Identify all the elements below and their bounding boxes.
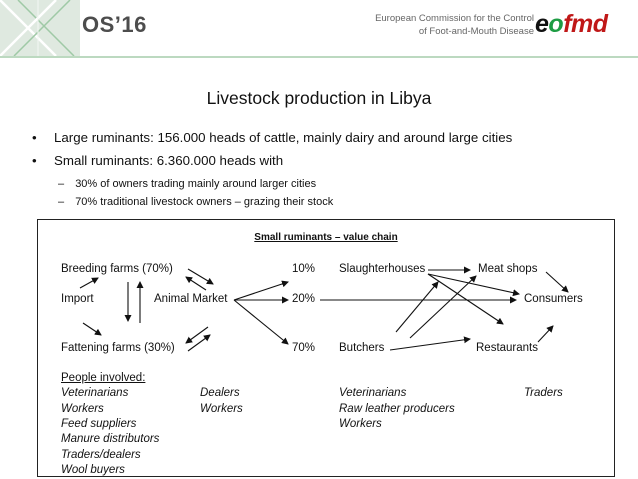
people-col3-item: Veterinarians <box>339 387 407 399</box>
node-import: Import <box>61 293 94 305</box>
conference-label: OS’16 <box>82 12 147 37</box>
sub-bullet-text: 30% of owners trading mainly around larger cities <box>75 178 317 190</box>
people-col1-item: Veterinarians <box>61 387 129 399</box>
organization-line-2: of Foot-and-Mouth Disease <box>418 26 534 37</box>
value-chain-diagram <box>37 219 615 477</box>
people-col1-item: Manure distributors <box>61 433 160 445</box>
bullet-text: Small ruminants: 6.360.000 heads with <box>54 153 284 168</box>
node-breeding-farms: Breeding farms (70%) <box>61 263 173 275</box>
sub-bullet-marker: – <box>58 178 65 190</box>
arrow-restaurants-to-consumers <box>538 326 553 342</box>
people-col1-item: Traders/dealers <box>61 449 141 461</box>
node-animal-market: Animal Market <box>154 293 228 305</box>
bullet-text: Large ruminants: 156.000 heads of cattle, mainly dairy and around large cities <box>54 130 513 145</box>
people-col1-item: Feed suppliers <box>61 418 137 430</box>
label-20-percent: 20% <box>292 293 316 305</box>
people-col2-item: Dealers <box>200 387 240 399</box>
arrow-butchers-to-slaughterhouses <box>396 282 438 332</box>
people-col4-item: Traders <box>524 387 563 399</box>
arrow-market-to-butchers <box>234 300 288 344</box>
organization-line-1: European Commission for the Control <box>375 13 534 24</box>
node-meat-shops: Meat shops <box>478 263 538 275</box>
bullet-item <box>32 130 512 145</box>
bullet-marker: • <box>32 153 37 168</box>
node-consumers: Consumers <box>524 293 583 305</box>
eufmd-logo <box>535 10 608 39</box>
people-involved-heading: People involved: <box>61 372 146 384</box>
people-col1-item: Workers <box>61 403 104 415</box>
arrow-import-to-fattening <box>83 323 101 335</box>
node-slaughterhouses: Slaughterhouses <box>339 263 426 275</box>
slide-header <box>0 0 638 56</box>
arrow-import-to-breeding <box>80 278 98 288</box>
label-10-percent: 10% <box>292 263 316 275</box>
sub-bullet-marker: – <box>58 196 65 208</box>
people-col3-item: Raw leather producers <box>339 403 455 415</box>
label-70-percent: 70% <box>292 342 316 354</box>
sub-bullet-text: 70% traditional livestock owners – grazing their stock <box>75 196 334 208</box>
arrow-slaughterhouses-to-consumers <box>428 274 519 294</box>
logo-part-1: e <box>535 10 549 38</box>
arrow-market-to-fattening <box>186 327 208 343</box>
header-decoration <box>0 0 80 56</box>
arrow-breeding-to-market <box>188 269 213 284</box>
arrow-butchers-to-restaurants <box>390 339 470 350</box>
bullet-marker: • <box>32 130 37 145</box>
header-divider <box>0 56 638 58</box>
arrow-market-to-slaughterhouses <box>234 282 288 300</box>
bullet-item <box>32 153 283 168</box>
logo-part-2: o <box>548 10 564 38</box>
arrow-fattening-to-market <box>188 335 210 351</box>
node-fattening-farms: Fattening farms (30%) <box>61 342 175 354</box>
arrow-butchers-to-meatshops <box>410 276 476 338</box>
people-col2-item: Workers <box>200 403 243 415</box>
node-restaurants: Restaurants <box>476 342 539 354</box>
logo-part-3: fmd <box>563 10 608 38</box>
sub-bullet-item <box>58 178 316 190</box>
node-butchers: Butchers <box>339 342 385 354</box>
organization-name <box>375 12 534 38</box>
diagram-title: Small ruminants – value chain <box>254 232 398 243</box>
arrow-slaughterhouses-to-restaurants <box>428 274 503 324</box>
people-col1-item: Wool buyers <box>61 464 125 476</box>
arrow-market-to-breeding <box>186 277 206 290</box>
people-col3-item: Workers <box>339 418 382 430</box>
sub-bullet-item <box>58 196 333 208</box>
slide-title: Livestock production in Libya <box>206 88 432 108</box>
arrow-meatshops-to-consumers <box>546 272 568 292</box>
